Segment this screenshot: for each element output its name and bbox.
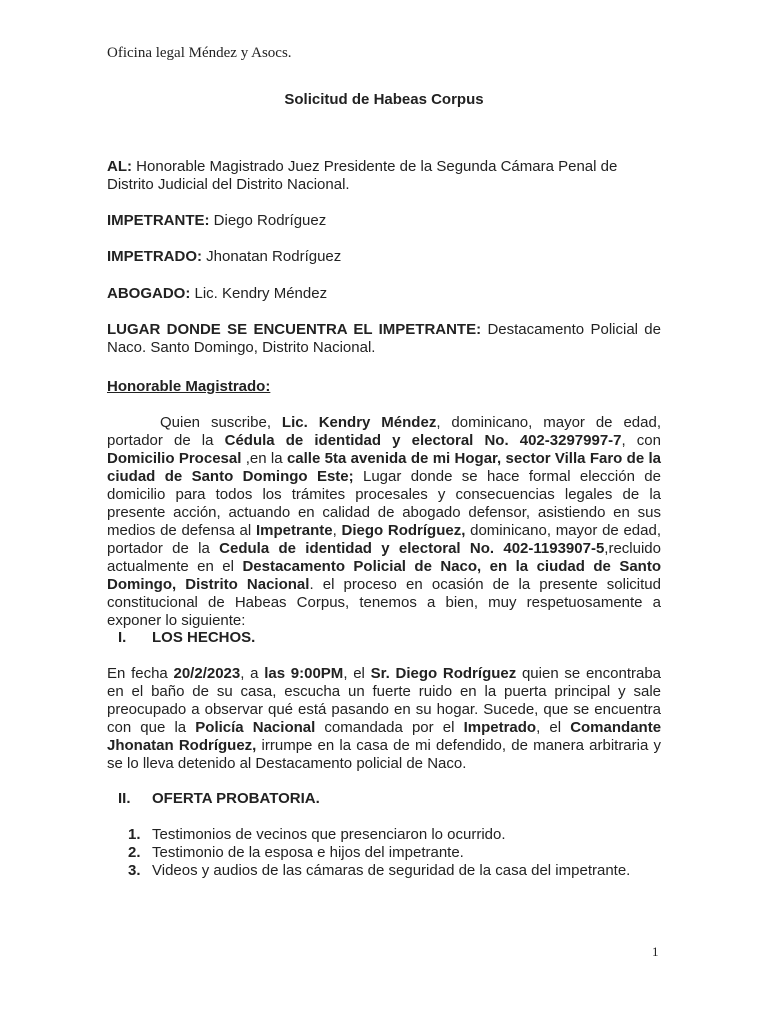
hechos-text-5: comandada por el: [315, 719, 464, 736]
evidence-item: [128, 844, 464, 862]
section-1-title: LOS HECHOS.: [152, 629, 256, 646]
hechos-text-4: quien se encontraba en el baño de su casa, escucha un fuerte ruido en la puerta principal y sale preocupado a observar qué está pasando en su hogar. Sucede, que se encuentra con que la: [107, 665, 662, 736]
intro-text-9: . el proceso en ocasión de la presente solicitud constitucional de Habeas Corpus, tenemos a bien, muy respetuosamente a exponer lo siguiente:: [107, 576, 661, 629]
hechos-text-3: , el: [343, 665, 371, 682]
al-label: AL:: [107, 158, 132, 175]
intro-text-5: Lugar donde se hace formal elección de domicilio para todos los trámites procesales y consecuencias legales de la presente acción, actuando en calidad de abogado defensor, asistiendo en sus medios de defensa al: [107, 468, 661, 539]
intro-bold-cedula: Cédula de identidad y electoral No. 402-3297997-7: [224, 432, 622, 449]
field-impetrante: [107, 212, 661, 230]
evidence-item: [128, 862, 630, 880]
intro-text-8: ,recluido actualmente en el: [107, 540, 661, 575]
intro-text-7: dominicano, mayor de edad, portador de la: [107, 522, 662, 557]
intro-bold-impetrante: Impetrante: [255, 522, 333, 539]
hechos-text-1: En fecha: [107, 665, 174, 682]
intro-bold-domicilio: Domicilio Procesal: [107, 450, 242, 467]
impetrado-label: IMPETRADO:: [107, 248, 202, 265]
hechos-text-6: , el: [536, 719, 571, 736]
hechos-bold-police: Policía Nacional: [195, 719, 316, 736]
intro-bold-client: Diego Rodríguez,: [341, 522, 466, 539]
section-1-number: I.: [118, 629, 127, 646]
evidence-number: 3.: [128, 862, 141, 879]
evidence-text: Testimonio de la esposa e hijos del impetrante.: [152, 844, 464, 861]
field-lugar: [107, 321, 661, 357]
evidence-text: Videos y audios de las cámaras de seguridad de la casa del impetrante.: [152, 862, 631, 879]
salutation: [107, 378, 661, 396]
intro-text-4: ,en la: [241, 450, 287, 467]
intro-text-1: Quien suscribe,: [160, 414, 282, 431]
page-number: 1: [652, 944, 659, 959]
intro-bold-address: calle 5ta avenida de mi Hogar, sector Villa Faro de la ciudad de Santo Domingo Este;: [107, 450, 662, 485]
field-abogado: [107, 285, 661, 303]
hechos-bold-date: 20/2/2023: [173, 665, 241, 682]
intro-bold-client-cedula: Cedula de identidad y electoral No. 402-1193907-5: [219, 540, 605, 557]
evidence-number: 1.: [128, 826, 141, 843]
hechos-bold-impetrado: Impetrado: [463, 719, 537, 736]
evidence-item: [128, 826, 506, 844]
hechos-text-2: , a: [240, 665, 265, 682]
evidence-number: 2.: [128, 844, 141, 861]
intro-text-3: , con: [621, 432, 661, 449]
impetrante-value: Diego Rodríguez: [213, 212, 327, 229]
al-value: Honorable Magistrado Juez Presidente de la Segunda Cámara Penal de Distrito Judicial del Distrito Nacional.: [107, 158, 618, 193]
hechos-bold-client: Sr. Diego Rodríguez: [370, 665, 517, 682]
lugar-value: Destacamento Policial de Naco. Santo Domingo, Distrito Nacional.: [107, 321, 661, 356]
intro-bold-lawyer: Lic. Kendry Méndez: [281, 414, 437, 431]
section-2-number: II.: [118, 790, 131, 807]
impetrado-value: Jhonatan Rodríguez: [206, 248, 342, 265]
field-al: [107, 158, 661, 194]
intro-text-2: , dominicano, mayor de edad, portador de la: [107, 414, 661, 449]
abogado-value: Lic. Kendry Méndez: [194, 285, 328, 302]
hechos-bold-commander: Comandante Jhonatan Rodríguez,: [107, 719, 662, 754]
firm-header: Oficina legal Méndez y Asocs.: [107, 45, 292, 61]
section-2-title: OFERTA PROBATORIA.: [152, 790, 320, 807]
impetrante-label: IMPETRANTE:: [107, 212, 210, 229]
intro-bold-detention-place: Destacamento Policial de Naco, en la ciudad de Santo Domingo, Distrito Nacional: [107, 558, 662, 593]
hechos-bold-time: las 9:00PM: [264, 665, 344, 682]
abogado-label: ABOGADO:: [107, 285, 191, 302]
lugar-label: LUGAR DONDE SE ENCUENTRA EL IMPETRANTE:: [107, 321, 482, 338]
hechos-paragraph: [107, 665, 661, 773]
intro-text-6: ,: [332, 522, 342, 539]
document-title: Solicitud de Habeas Corpus: [284, 91, 484, 108]
intro-paragraph: [107, 414, 661, 630]
evidence-text: Testimonios de vecinos que presenciaron lo ocurrido.: [152, 826, 506, 843]
hechos-text-7: irrumpe en la casa de mi defendido, de manera arbitraria y se lo lleva detenido al Destacamento policial de Naco.: [107, 737, 661, 772]
field-impetrado: [107, 248, 661, 266]
salutation-text: Honorable Magistrado:: [107, 378, 271, 395]
